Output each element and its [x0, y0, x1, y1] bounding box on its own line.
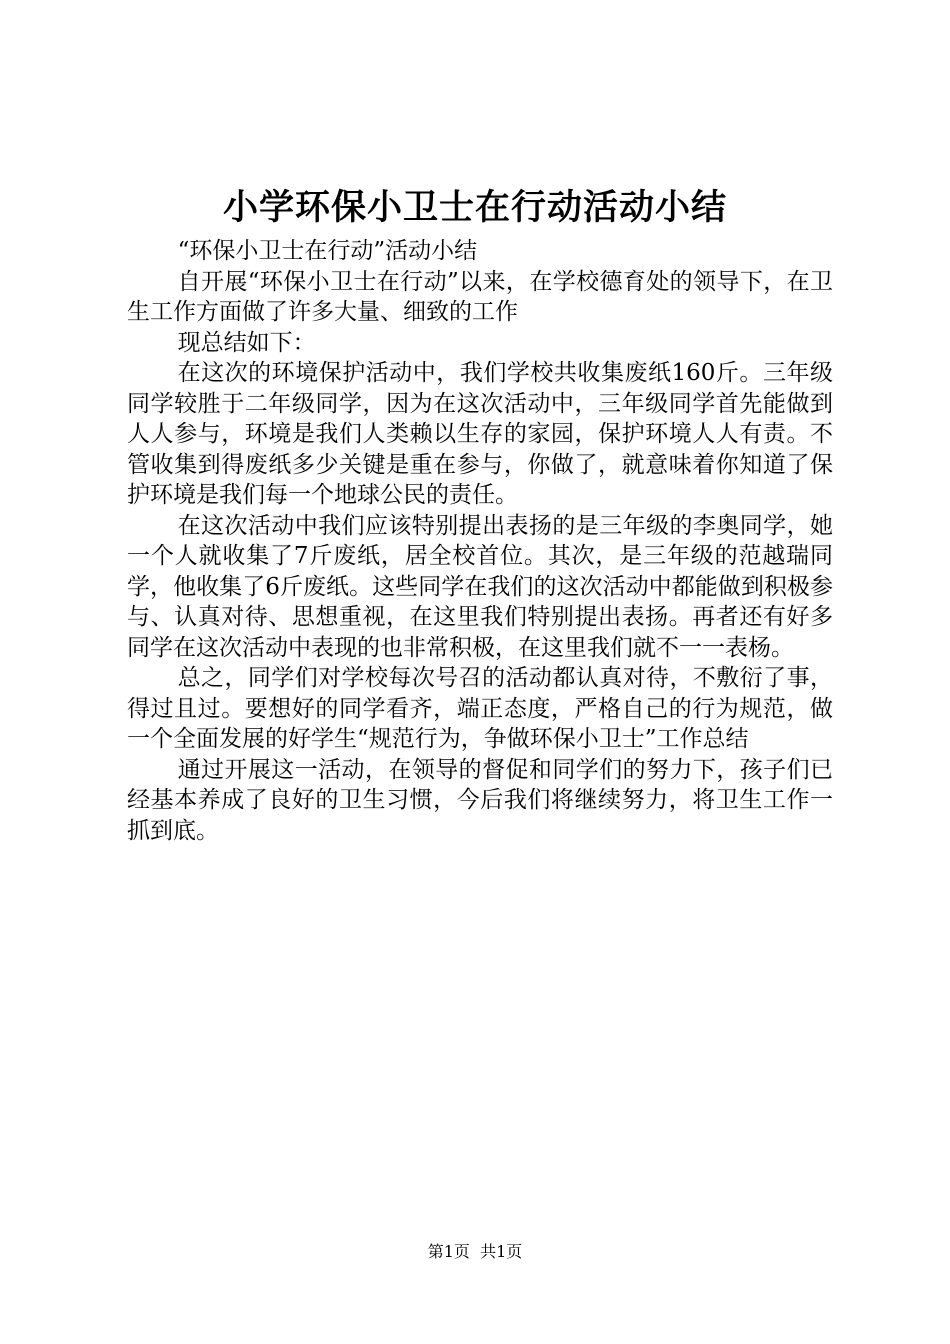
paragraph-collection: 在这次的环境保护活动中，我们学校共收集废纸160斤。三年级同学较胜于二年级同学，因为在这次活动中，三年级同学首先能做到人人参与，环境是我们人类赖以生存的家园，保护环境人人有责。不管收集到得废纸多少关键是重在参与，你做了，就意味着你知道了保护环境是我们每一个地球公民的责任。: [127, 360, 833, 508]
paragraph-summary-lead: 现总结如下：: [177, 329, 316, 356]
paragraph-subtitle: “环保小卫士在行动”活动小结: [177, 238, 478, 264]
paragraph-conclusion: 总之，同学们对学校每次号召的活动都认真对待，不敷衍了事，得过且过。要想好的同学看齐，端正态度，严格自己的行为规范，做一个全面发展的好学生“规范行为，争做环保小卫士”工作总结: [127, 665, 833, 752]
page-number: 第1页 共1页: [427, 1242, 523, 1261]
paragraph-praise: 在这次活动中我们应该特别提出表扬的是三年级的李奥同学，她一个人就收集了7斤废纸，居全校首位。其次，是三年级的范越瑞同学，他收集了6斤废纸。这些同学在我们的这次活动中都能做到积极参与、认真对待、思想重视，在这里我们特别提出表扬。再者还有好多同学在这次活动中表现的也非常积极，在这里我们就不一一表杨。: [127, 512, 833, 661]
paragraph-outlook: 通过开展这一活动，在领导的督促和同学们的努力下，孩子们已经基本养成了良好的卫生习惯，今后我们将继续努力，将卫生工作一抓到底。: [127, 756, 833, 844]
page-footer: [0, 1241, 950, 1263]
document-title: 小学环保小卫士在行动活动小结: [222, 188, 727, 228]
document-body: [127, 236, 833, 846]
paragraph-intro: 自开展“环保小卫士在行动”以来，在学校德育处的领导下，在卫生工作方面做了许多大量、细致的工作: [127, 268, 833, 325]
